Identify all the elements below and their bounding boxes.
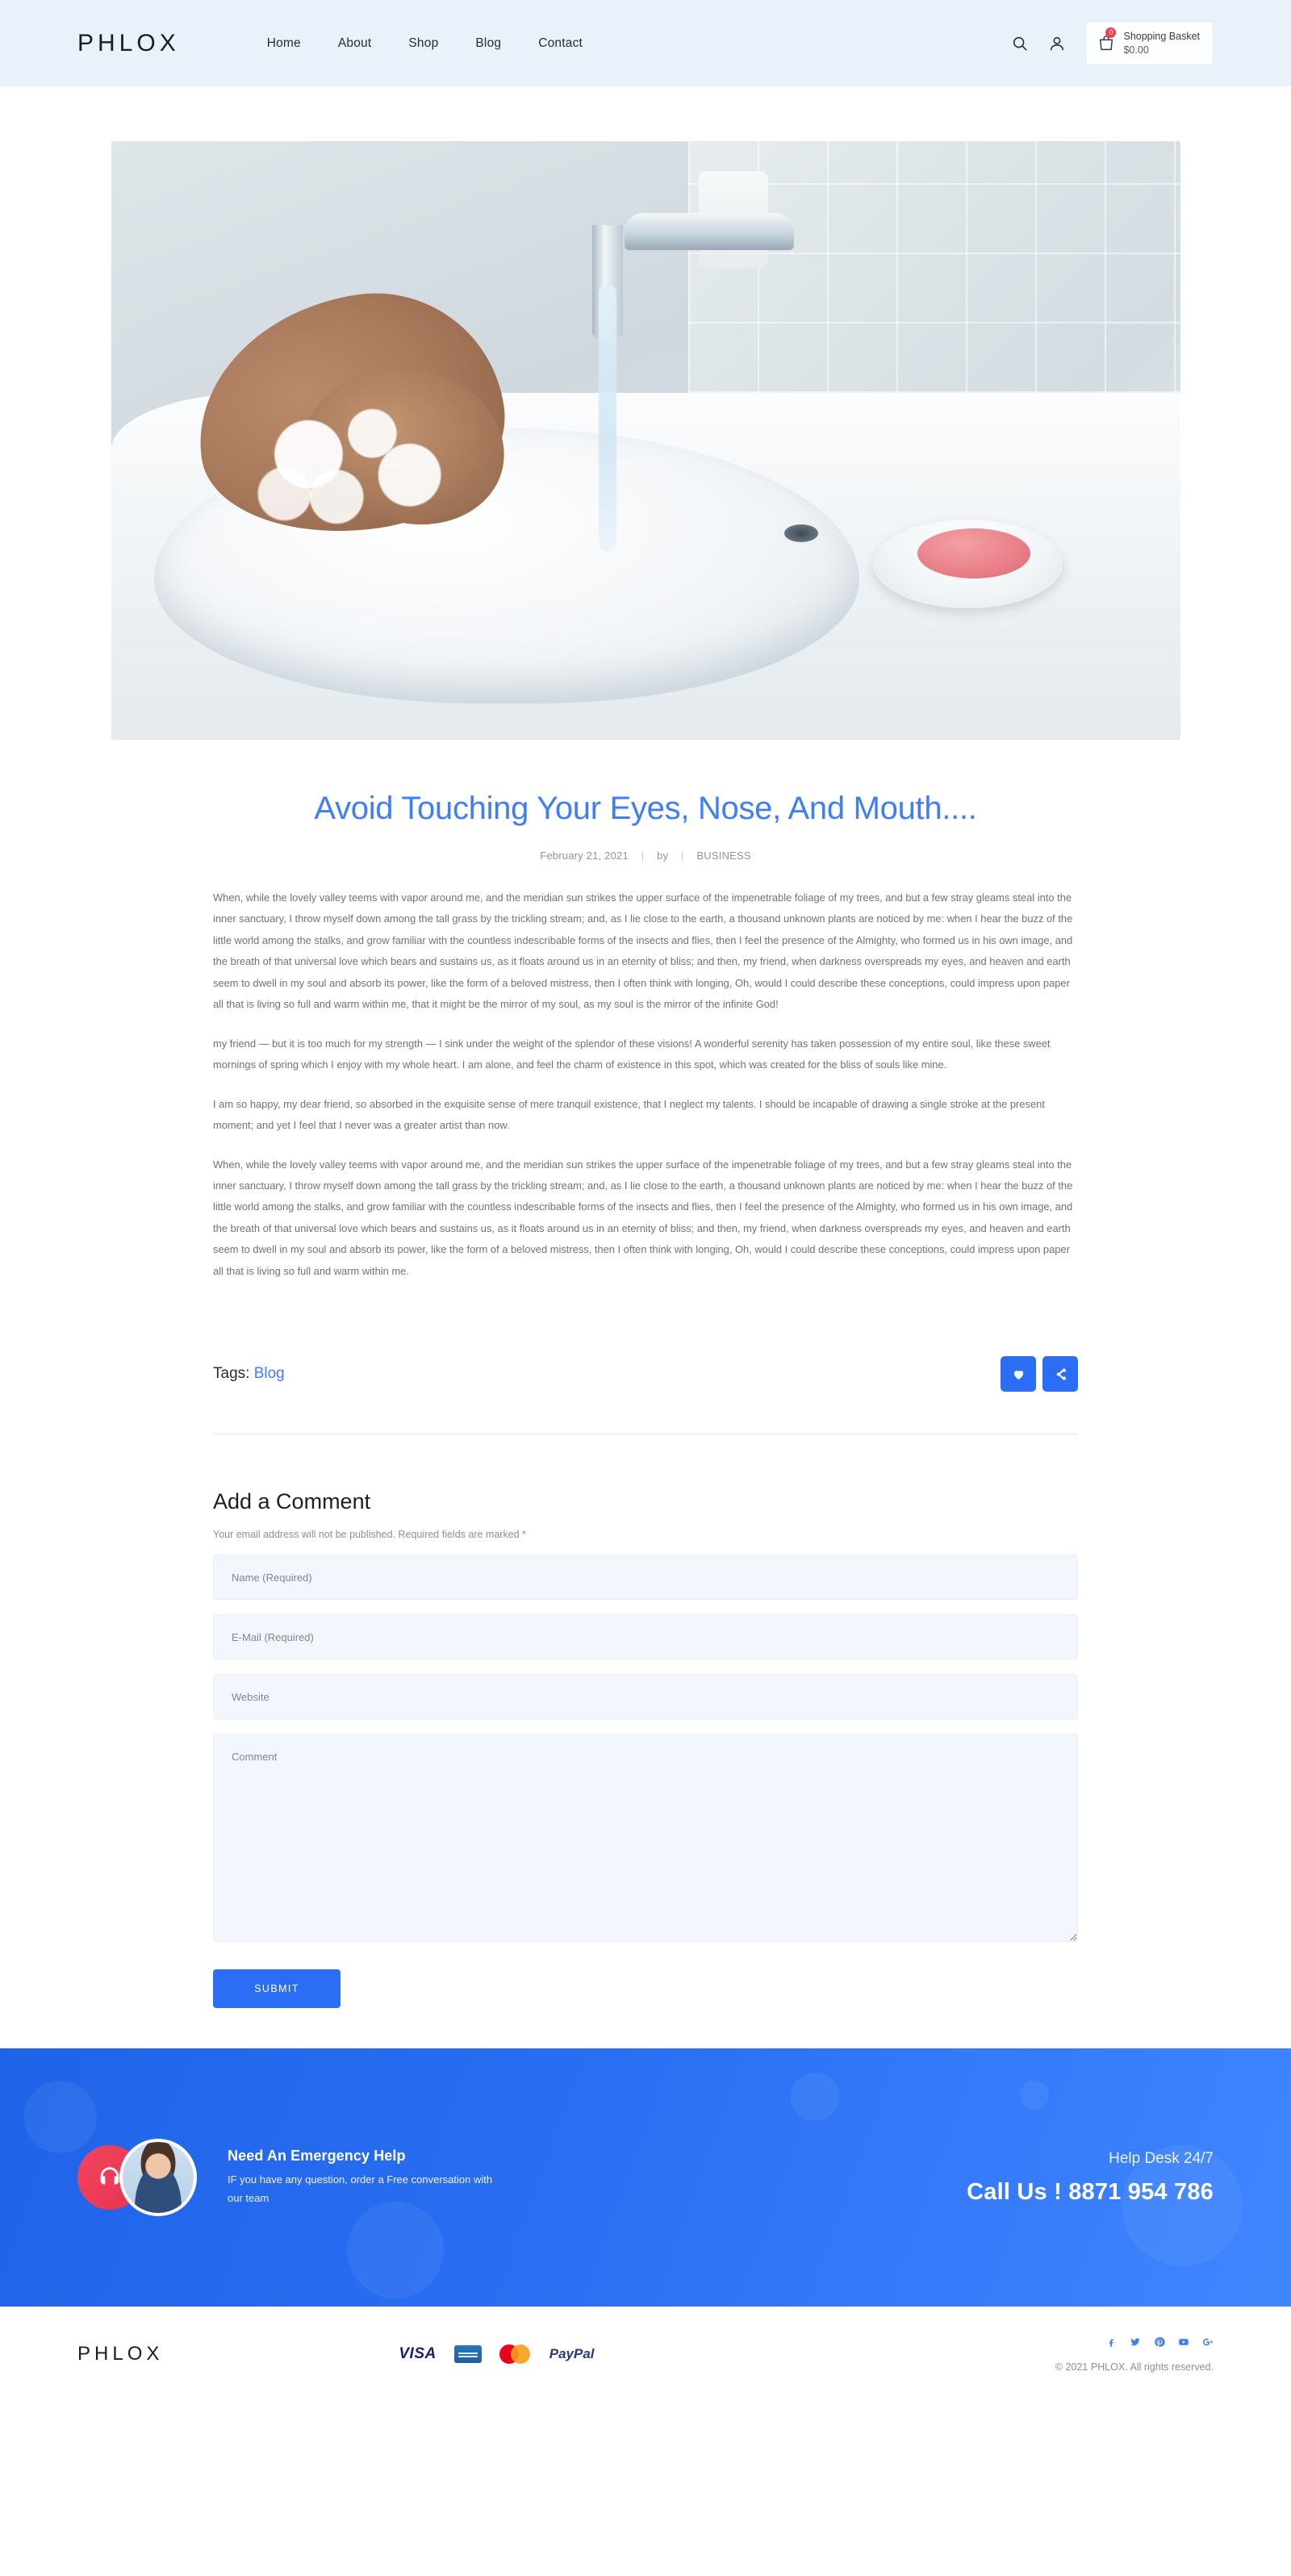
post-content	[213, 887, 1078, 1282]
meta-separator-2: |	[681, 850, 684, 862]
comment-form-section	[213, 1489, 1078, 2008]
nav-item-shop[interactable]: Shop	[408, 35, 439, 50]
help-desk-label: Help Desk 24/7	[1109, 2149, 1214, 2167]
decorative-bubble	[791, 2073, 839, 2121]
faucet-body-detail	[625, 213, 662, 455]
emergency-help-banner	[0, 2048, 1291, 2307]
post-paragraph: my friend — but it is too much for my strength — I sink under the weight of the splendor of these visions! A wonderful serenity has taken possession of my entire soul, like these sweet mornings of spring which I enjoy with my whole heart. I am alone, and feel the charm of existence in this spot, which was created for the bliss of souls like mine.	[213, 1037, 1051, 1071]
post-paragraph: I am so happy, my dear friend, so absorbed in the exquisite sense of mere tranquil existence, that I neglect my talents. I should be incapable of drawing a single stroke at the present moment; and yet I feel that I never was a greater artist than now.	[213, 1097, 1045, 1132]
visa-logo: VISA	[399, 2345, 437, 2363]
twitter-icon[interactable]	[1130, 2336, 1141, 2352]
nav-item-blog[interactable]: Blog	[475, 35, 502, 50]
post-date: February 21, 2021	[540, 850, 629, 862]
site-logo[interactable]: PHLOX	[77, 29, 180, 56]
pinterest-icon[interactable]	[1154, 2336, 1165, 2352]
post-meta	[0, 850, 1291, 862]
avatar	[119, 2139, 197, 2216]
comment-name-input[interactable]	[213, 1555, 1078, 1600]
basket-price: $0.00	[1123, 44, 1149, 56]
banner-right-group	[967, 2150, 1214, 2206]
tags-label: Tags:	[213, 1365, 250, 1383]
basket-icon	[1097, 27, 1115, 53]
footer-right	[1055, 2336, 1214, 2373]
banner-subtext: IF you have any question, order a Free conversation with our team	[228, 2173, 493, 2204]
facebook-icon[interactable]	[1105, 2336, 1117, 2352]
call-us-phone[interactable]: Call Us ! 8871 954 786	[967, 2178, 1214, 2205]
mastercard-logo	[499, 2344, 532, 2364]
decorative-bubble	[347, 2202, 444, 2298]
heart-icon	[1012, 1367, 1026, 1381]
nav-item-home[interactable]: Home	[266, 35, 301, 50]
post-action-buttons	[1001, 1356, 1078, 1392]
like-button[interactable]	[1001, 1356, 1036, 1392]
user-icon[interactable]	[1048, 35, 1066, 52]
comment-form-heading: Add a Comment	[213, 1489, 371, 1514]
share-icon	[1054, 1367, 1067, 1381]
banner-heading: Need An Emergency Help	[228, 2148, 406, 2164]
nav-item-contact[interactable]: Contact	[538, 35, 583, 50]
footer-logo[interactable]: PHLOX	[77, 2343, 164, 2365]
comment-textarea[interactable]	[213, 1734, 1078, 1942]
main-navigation	[267, 36, 583, 51]
header-actions	[1011, 21, 1214, 66]
comment-form-note: Your email address will not be published. Required fields are marked *	[213, 1529, 526, 1541]
site-footer	[0, 2307, 1291, 2402]
meta-separator-1: |	[641, 850, 645, 862]
youtube-icon[interactable]	[1178, 2336, 1189, 2352]
search-icon[interactable]	[1011, 35, 1029, 52]
water-stream-detail	[599, 285, 616, 551]
basket-title: Shopping Basket	[1123, 30, 1200, 42]
post-category[interactable]: BUSINESS	[696, 850, 751, 862]
tag-link-blog[interactable]: Blog	[253, 1365, 285, 1383]
post-tags-row	[213, 1356, 1078, 1392]
post-paragraph: When, while the lovely valley teems with vapor around me, and the meridian sun strikes the upper surface of the impenetrable foliage of my trees, and but a few stray gleams steal into the inner sanctuary, I throw myself down among the tall grass by the trickling stream; and, as I lie close to the earth, a thousand unknown plants are noticed by me: when I hear the buzz of the little world among the stalks, and grow familiar with the countless indescribable forms of the insects and flies, then I feel the presence of the Almighty, who formed us in his own image, and the breath of that universal love which bears and sustains us, as it floats around us in an eternity of bliss; and then, my friend, when darkness overspreads my eyes, and heaven and earth seem to dwell in my soul and absorb its power, like the form of a beloved mistress, then I often think with longing, Oh, would I could describe these conceptions, could impress upon paper all that is living so full and warm within me.	[213, 1158, 1073, 1277]
submit-comment-button[interactable]: SUBMIT	[213, 1969, 341, 2008]
comment-website-input[interactable]	[213, 1674, 1078, 1719]
share-button[interactable]	[1042, 1356, 1078, 1392]
post-by-label: by	[657, 850, 669, 862]
decorative-bubble	[1020, 2081, 1049, 2110]
basket-count-badge: 0	[1105, 27, 1116, 38]
soap-foam-detail	[232, 381, 480, 545]
shopping-basket-button[interactable]	[1085, 21, 1214, 66]
paypal-logo: PayPal	[549, 2346, 595, 2362]
payment-methods	[399, 2344, 594, 2364]
comment-email-input[interactable]	[213, 1614, 1078, 1660]
banner-text-group	[228, 2148, 494, 2208]
soap-bar-detail	[917, 528, 1030, 578]
banner-left-group	[77, 2139, 494, 2216]
social-links	[1055, 2336, 1214, 2352]
google-plus-icon[interactable]	[1202, 2336, 1214, 2352]
site-header	[0, 0, 1291, 86]
nav-item-about[interactable]: About	[337, 35, 372, 50]
copyright-text: © 2021 PHLOX. All rights reserved.	[1055, 2361, 1214, 2373]
amex-logo	[454, 2345, 482, 2363]
post-page	[0, 141, 1291, 2048]
post-featured-image	[111, 141, 1180, 740]
support-avatar-group	[77, 2139, 207, 2216]
page-title: Avoid Touching Your Eyes, Nose, And Mouth....	[314, 791, 977, 826]
post-paragraph: When, while the lovely valley teems with vapor around me, and the meridian sun strikes the upper surface of the impenetrable foliage of my trees, and but a few stray gleams steal into the inner sanctuary, I throw myself down among the tall grass by the trickling stream; and, as I lie close to the earth, a thousand unknown plants are noticed by me: when I hear the buzz of the little world among the stalks, and grow familiar with the countless indescribable forms of the insects and flies, then I feel the presence of the Almighty, who formed us in his own image, and the breath of that universal love which bears and sustains us, as it floats around us in an eternity of bliss; and then, my friend, when darkness overspreads my eyes, and heaven and earth seem to dwell in my soul and absorb its power, like the form of a beloved mistress, then I often think with longing, Oh, would I could describe these conceptions, could impress upon paper all that is living so full and warm within me, that it might be the mirror of my soul, as my soul is the mirror of the infinite God!	[213, 891, 1073, 1011]
tags-label-group	[213, 1365, 285, 1383]
